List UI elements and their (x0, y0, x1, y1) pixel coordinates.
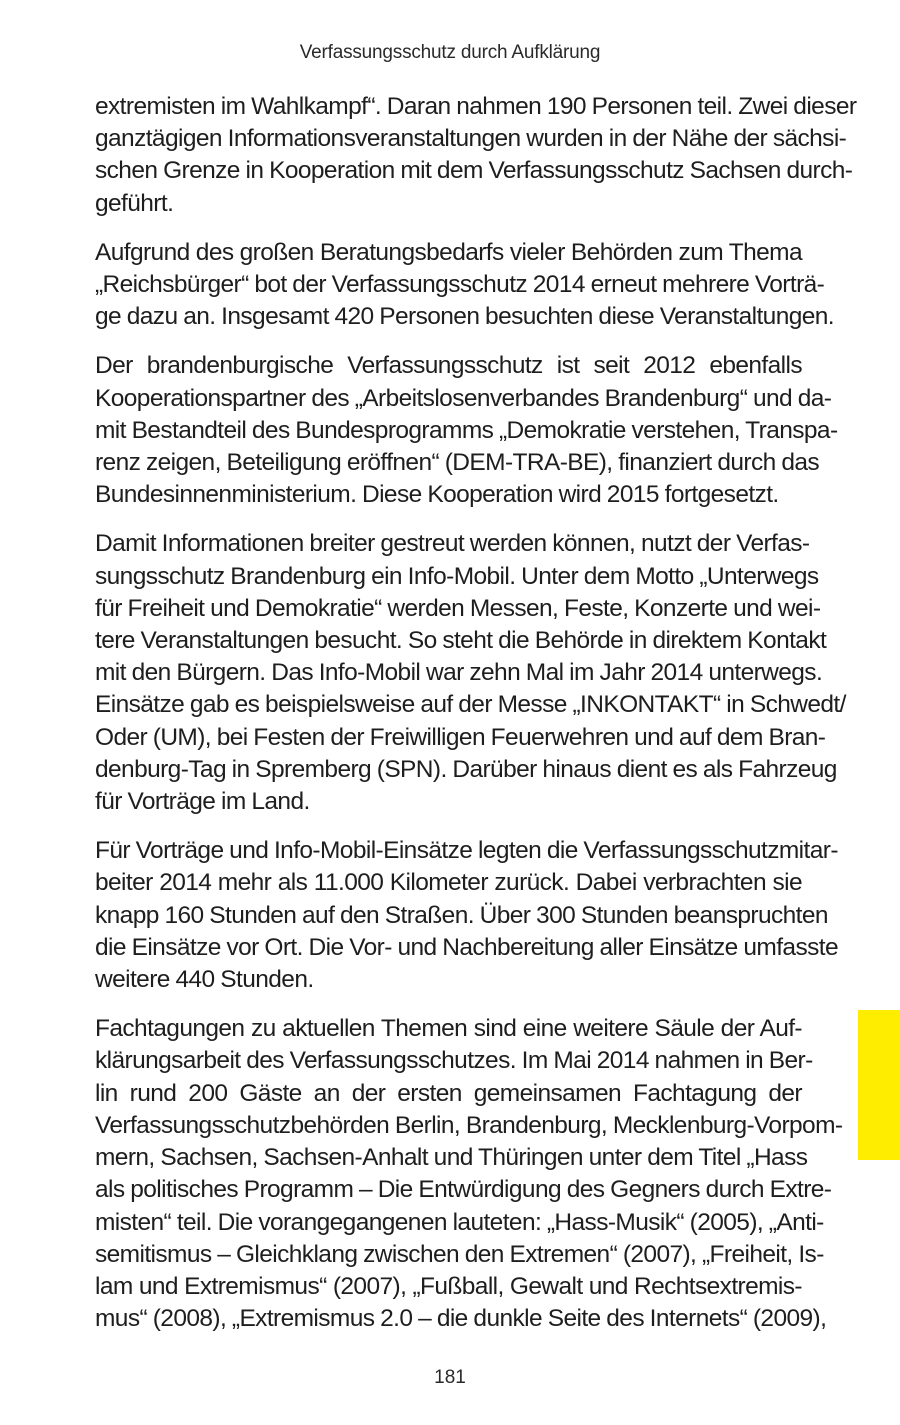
text-line: Einsätze gab es beispielsweise auf der Messe „INKONTAKT“ in Schwedt/ (95, 691, 846, 719)
text-line: tere Veranstaltungen besucht. So steht die Behörde in direktem Kontakt (95, 627, 827, 655)
text-line: schen Grenze in Kooperation mit dem Verfassungsschutz Sachsen durch- (95, 157, 853, 185)
text-line: semitismus – Gleichklang zwischen den Extremen“ (2007), „Freiheit, Is- (95, 1240, 824, 1268)
paragraph (95, 835, 838, 996)
paragraph (95, 91, 857, 220)
text-line: weitere 440 Stunden. (95, 966, 314, 994)
text-line: Der brandenburgische Verfassungsschutz ist seit 2012 ebenfalls (95, 352, 802, 380)
text-line: ganztägigen Informationsveranstaltungen wurden in der Nähe der sächsi- (95, 125, 847, 153)
text-line: denburg-Tag in Spremberg (SPN). Darüber hinaus dient es als Fahrzeug (95, 755, 837, 783)
text-line: mit Bestandteil des Bundesprogramms „Demokratie verstehen, Transpa- (95, 416, 838, 444)
text-line: geführt. (95, 189, 174, 217)
text-line: Damit Informationen breiter gestreut werden können, nutzt der Verfas- (95, 530, 810, 558)
text-line: für Freiheit und Demokratie“ werden Messen, Feste, Konzerte und wei- (95, 594, 821, 622)
text-line: Verfassungsschutzbehörden Berlin, Brandenburg, Mecklenburg-Vorpom- (95, 1111, 843, 1139)
text-line: klärungsarbeit des Verfassungsschutzes. Im Mai 2014 nahmen in Ber- (95, 1047, 813, 1075)
text-line: sungsschutz Brandenburg ein Info-Mobil. Unter dem Motto „Unterwegs (95, 562, 819, 590)
text-line: für Vorträge im Land. (95, 788, 310, 816)
text-line: beiter 2014 mehr als 11.000 Kilometer zurück. Dabei verbrachten sie (95, 869, 802, 897)
paragraph (95, 528, 846, 818)
text-line: lin rund 200 Gäste an der ersten gemeinsamen Fachtagung der (95, 1079, 802, 1107)
text-line: lam und Extremismus“ (2007), „Fußball, Gewalt und Rechtsextremis- (95, 1272, 802, 1300)
text-line: mern, Sachsen, Sachsen-Anhalt und Thüringen unter dem Titel „Hass (95, 1144, 808, 1172)
page-number: 181 (434, 1367, 466, 1388)
text-line: als politisches Programm – Die Entwürdigung des Gegners durch Extre- (95, 1176, 832, 1204)
text-line: Aufgrund des großen Beratungsbedarfs vieler Behörden zum Thema (95, 238, 802, 266)
text-line: renz zeigen, Beteiligung eröffnen“ (DEM-TRA-BE), finanziert durch das (95, 449, 820, 477)
paragraph (95, 350, 838, 511)
text-line: mus“ (2008), „Extremismus 2.0 – die dunkle Seite des Internets“ (2009), (95, 1305, 827, 1333)
running-header: Verfassungsschutz durch Aufklärung (299, 42, 601, 63)
text-line: extremisten im Wahlkampf“. Daran nahmen 190 Personen teil. Zwei dieser (95, 93, 857, 120)
text-line: Für Vorträge und Info-Mobil-Einsätze legten die Verfassungsschutzmitar- (95, 837, 838, 865)
body-text (95, 91, 857, 1352)
text-line: die Einsätze vor Ort. Die Vor- und Nachbereitung aller Einsätze umfasste (95, 933, 838, 961)
paragraph (95, 237, 834, 334)
chapter-thumb-tab (858, 1010, 900, 1160)
text-line: Kooperationspartner des „Arbeitslosenverbandes Brandenburg“ und da- (95, 384, 832, 412)
paragraph (95, 1013, 843, 1335)
text-line: Oder (UM), bei Festen der Freiwilligen Feuerwehren und auf dem Bran- (95, 723, 826, 751)
text-line: „Reichsbürger“ bot der Verfassungsschutz 2014 erneut mehrere Vorträ- (95, 271, 825, 299)
text-line: mit den Bürgern. Das Info-Mobil war zehn Mal im Jahr 2014 unterwegs. (95, 659, 823, 687)
text-line: Fachtagungen zu aktuellen Themen sind eine weitere Säule der Auf- (95, 1015, 802, 1043)
text-line: misten“ teil. Die vorangegangenen lauteten: „Hass-Musik“ (2005), „Anti- (95, 1208, 824, 1236)
text-line: ge dazu an. Insgesamt 420 Personen besuchten diese Veranstaltungen. (95, 303, 834, 331)
text-line: Bundesinnenministerium. Diese Kooperation wird 2015 fortgesetzt. (95, 481, 779, 509)
text-line: knapp 160 Stunden auf den Straßen. Über 300 Stunden beanspruchten (95, 901, 828, 929)
